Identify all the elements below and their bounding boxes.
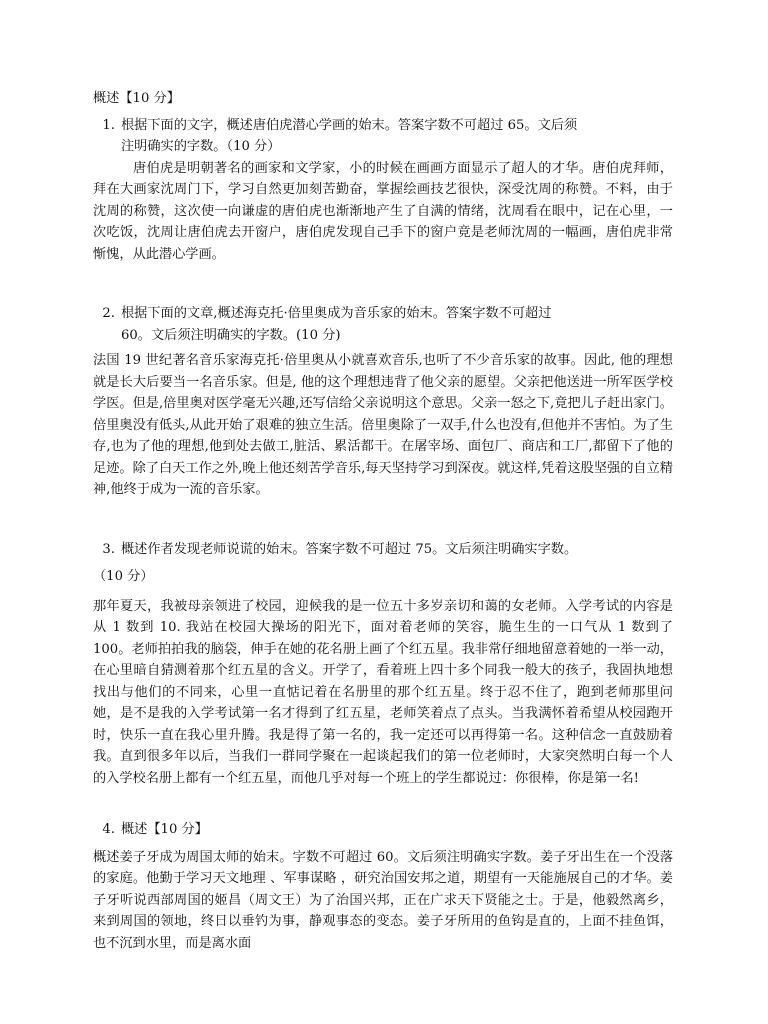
question-1-passage: 唐伯虎是明朝著名的画家和文学家，小的时候在画画方面显示了超人的才华。唐伯虎拜师，拜在大画家沈周门下，学习自然更加刻苦勤奋，掌握绘画技艺很快，深受沈周的称赞。不料，由于沈周的称赞，这次使一向谦虚的唐伯虎也渐渐地产生了自满的情绪，沈周看在眼中，记在心里，一次吃饭，沈周让唐伯虎去开窗户，唐伯虎发现自己手下的窗户竟是老师沈周的一幅画，唐伯虎非常惭愧，从此潜心学画。: [93, 160, 673, 262]
question-2-passage: 法国 19 世纪著名音乐家海克托·倍里奥从小就喜欢音乐,也听了不少音乐家的故事。因此, 他的理想就是长大后要当一名音乐家。但是, 他的这个理想违背了他父亲的愿望。父亲把他送进一所军医学校学医。但是,倍里奥对医学毫无兴趣,还写信给父亲说明这个意思。父亲一怒之下,竟把儿子赶出家门。倍里奥没有低头,从此开始了艰难的独立生活。倍里奥除了一双手,什么也没有,但他并不害怕。为了生存,也为了他的理想,他到处去做工,脏活、累活都干。在屠宰场、面包厂、商店和工厂,都留下了他的足迹。除了白天工作之外,晚上他还刻苦学音乐,每天坚持学习到深夜。就这样,凭着这股坚强的自立精神,他终于成为一流的音乐家。: [93, 353, 673, 497]
question-3-passage: 那年夏天，我被母亲领进了校园，迎候我的是一位五十多岁亲切和蔼的女老师。入学考试的内容是从 1 数到 10. 我站在校园大操场的阳光下，面对着老师的笑容，脆生生的一口气从 1 数到了 100。老师拍拍我的脑袋，伸手在她的花名册上画了个红五星。我非常仔细地留意着她的一举一动，在心里暗自猜测着那个红五星的含义。开学了，看着班上四十多个同我一般大的孩子，我固执地想找出与他们的不同来，心里一直惦记着在名册里的那个红五星。终于忍不住了，跑到老师那里问她，是不是我的入学考试第一名才得到了红五星，老师笑着点了点头。当我满怀着希望从校园跑开时，快乐一直在我心里升腾。我是得了第一名的，我一定还可以再得第一名。这种信念一直鼓励着我。直到很多年以后，当我们一群同学聚在一起谈起我们的第一位老师时，大家突然明白每一个人的入学校名册上都有一个红五星，而他几乎对每一个班上的学生都说过：你很棒，你是第一名!: [93, 598, 673, 786]
document-page: [93, 88, 673, 954]
spacer: [93, 501, 673, 539]
question-1-prompt-line1: 根据下面的文字，概述唐伯虎潜心学画的始末。答案字数不可超过 65。文后须: [121, 117, 578, 133]
question-1-prompt-line2: 注明确实的字数。（10 分）: [121, 139, 281, 154]
question-1: [93, 115, 673, 266]
question-4-number: 4.: [102, 822, 115, 837]
question-3-prompt: [93, 539, 673, 561]
section-heading: 概述【10 分】: [93, 91, 180, 106]
question-2-number: 2.: [102, 306, 115, 321]
question-2: [93, 303, 673, 501]
question-3-prompt-line1: 概述作者发现老师说谎的始末。答案字数不可超过 75。文后须注明确实字数。: [121, 541, 578, 557]
question-2-prompt: [93, 303, 673, 346]
question-3-points: （10 分）: [93, 569, 154, 584]
question-3: [93, 539, 673, 790]
question-1-prompt: [93, 115, 673, 158]
question-4-heading: 概述【10 分】: [121, 822, 208, 837]
question-3-number: 3.: [102, 541, 115, 557]
spacer: [93, 265, 673, 303]
spacer: [93, 588, 673, 596]
question-4-title: [93, 819, 673, 841]
question-2-prompt-line2: 60。文后须注明确实的字数。(10 分): [121, 327, 341, 343]
question-1-number: 1.: [102, 117, 115, 133]
question-4-passage: 概述姜子牙成为周国太师的始末。字数不可超过 60。文后须注明确实字数。姜子牙出生在一个没落的家庭。他勤于学习天文地理 、军事谋略 ，研究治国安邦之道，期望有一天能施展自己的才华。姜子牙听说西部周国的姬昌（周文王）为了治国兴邦，正在广求天下贤能之士。于是，他毅然离乡，来到周国的领地，终日以垂钓为事，静观事态的变态。姜子牙所用的鱼钩是直的，上面不挂鱼饵，也不沉到水里，而是离水面: [93, 849, 673, 951]
spacer: [93, 789, 673, 819]
question-4: [93, 819, 673, 954]
question-2-prompt-line1: 根据下面的文章,概述海克托·倍里奥成为音乐家的始末。答案字数不可超过: [121, 306, 552, 321]
